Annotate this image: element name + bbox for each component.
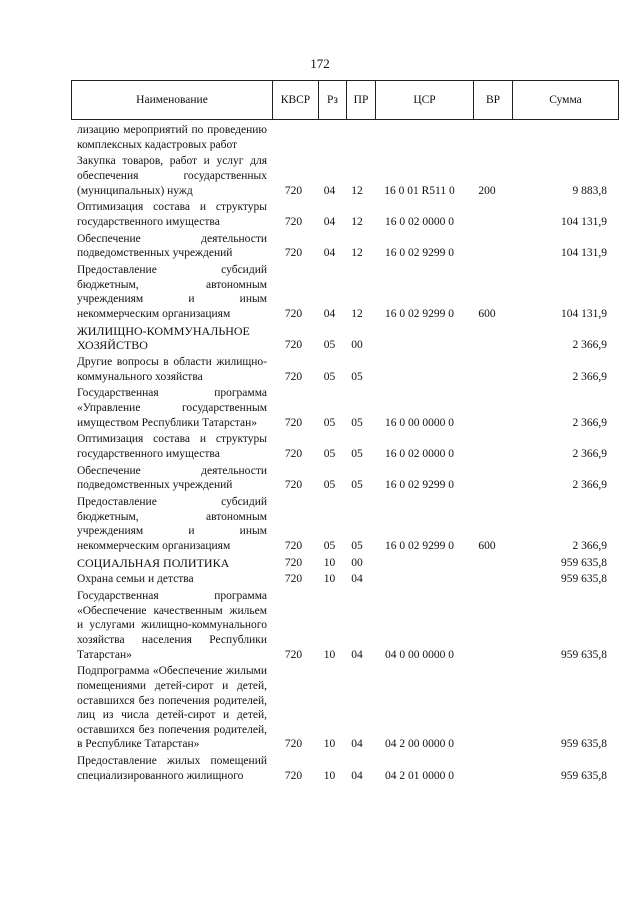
row-rz: 04	[323, 247, 336, 260]
row-kvsr: 720	[284, 339, 303, 352]
column-header-name: Наименование	[72, 81, 273, 120]
table-row	[71, 556, 611, 571]
table-row	[71, 495, 611, 553]
table-row	[71, 123, 611, 152]
row-sum: 959 635,8	[561, 556, 607, 569]
row-kvsr: 720	[284, 539, 303, 552]
table-row	[71, 589, 611, 662]
row-csr: 16 0 01 R511 0	[384, 184, 455, 197]
row-csr: 04 0 00 0000 0	[385, 648, 454, 661]
row-rz: 04	[323, 307, 336, 320]
column-header-rz: Рз	[319, 81, 347, 120]
row-name: Государственная программа «Обеспечение качественным жильем и услугами жилищно-коммунального хозяйства населения Республики Татарстан»	[77, 590, 267, 661]
row-rz: 04	[323, 215, 336, 228]
row-rz: 05	[323, 447, 336, 460]
table-row	[71, 464, 611, 493]
row-rz: 10	[323, 738, 336, 751]
row-csr: 16 0 02 0000 0	[385, 215, 454, 228]
row-sum: 104 131,9	[561, 215, 607, 228]
row-kvsr: 720	[284, 556, 303, 569]
row-vr: 200	[478, 184, 496, 197]
table-row	[71, 754, 611, 783]
row-kvsr: 720	[284, 370, 303, 383]
row-kvsr: 720	[284, 247, 303, 260]
row-kvsr: 720	[284, 447, 303, 460]
row-sum: 959 635,8	[561, 769, 607, 782]
row-name: Оптимизация состава и структуры государственного имущества	[77, 201, 267, 228]
row-rz: 10	[323, 556, 336, 569]
row-csr: 16 0 00 0000 0	[385, 416, 454, 429]
column-header-kvsr: КВСР	[273, 81, 319, 120]
table-body	[71, 123, 611, 786]
row-sum: 2 366,9	[572, 447, 607, 460]
row-name: Государственная программа «Управление государственным имуществом Республики Татарстан»	[77, 387, 267, 429]
row-pr: 04	[351, 738, 363, 751]
row-sum: 2 366,9	[572, 539, 607, 552]
row-kvsr: 720	[284, 416, 303, 429]
row-pr: 05	[351, 370, 363, 383]
row-sum: 2 366,9	[572, 339, 607, 352]
row-name: Подпрограмма «Обеспечение жилыми помещениями детей-сирот и детей, оставшихся без попечения родителей, лиц из числа детей-сирот и детей, оставшихся без попечения родителей, в Республике Татарстан»	[77, 665, 267, 751]
row-name: Охрана семьи и детства	[77, 573, 194, 586]
row-name: Закупка товаров, работ и услуг для обеспечения государственных (муниципальных) нужд	[77, 155, 267, 197]
table-header	[71, 80, 619, 120]
column-header-vr: ВР	[474, 81, 513, 120]
row-rz: 05	[323, 370, 336, 383]
row-pr: 00	[351, 556, 363, 569]
row-rz: 10	[323, 769, 336, 782]
table-row	[71, 355, 611, 384]
row-pr: 05	[351, 416, 363, 429]
row-rz: 05	[323, 479, 336, 492]
row-rz: 10	[323, 573, 336, 586]
row-pr: 12	[351, 247, 363, 260]
row-name: Обеспечение деятельности подведомственных учреждений	[77, 464, 267, 492]
row-csr: 16 0 02 9299 0	[385, 307, 454, 320]
row-csr: 04 2 00 0000 0	[385, 738, 454, 751]
row-name: лизацию мероприятий по проведению комплексных кадастровых работ	[77, 124, 267, 151]
row-vr: 600	[478, 307, 496, 320]
row-csr: 16 0 02 0000 0	[385, 447, 454, 460]
column-header-sum: Сумма	[513, 81, 619, 120]
table-row	[71, 572, 611, 587]
table-row	[71, 664, 611, 752]
row-pr: 05	[351, 539, 363, 552]
row-pr: 12	[351, 184, 363, 197]
row-name: ЖИЛИЩНО-КОММУНАЛЬНОЕ ХОЗЯЙСТВО	[77, 323, 250, 353]
row-pr: 12	[351, 307, 363, 320]
row-sum: 959 635,8	[561, 738, 607, 751]
row-kvsr: 720	[284, 215, 303, 228]
column-header-csr: ЦСР	[376, 81, 474, 120]
row-rz: 05	[323, 539, 336, 552]
row-pr: 04	[351, 573, 363, 586]
row-name: Предоставление жилых помещений специализированного жилищного	[77, 755, 267, 782]
row-sum: 2 366,9	[572, 370, 607, 383]
row-sum: 9 883,8	[572, 184, 607, 197]
row-csr: 16 0 02 9299 0	[385, 247, 454, 260]
row-sum: 2 366,9	[572, 416, 607, 429]
row-name: Другие вопросы в области жилищно-коммунального хозяйства	[77, 356, 267, 383]
row-kvsr: 720	[284, 307, 303, 320]
row-name: Предоставление субсидий бюджетным, автономным учреждениям и иным некоммерческим организациям	[77, 496, 267, 552]
table-row	[71, 324, 611, 353]
row-rz: 05	[323, 416, 336, 429]
row-pr: 04	[351, 769, 363, 782]
table-row	[71, 200, 611, 229]
column-header-pr: ПР	[347, 81, 376, 120]
row-csr: 04 2 01 0000 0	[385, 769, 454, 782]
table-row	[71, 432, 611, 461]
row-pr: 04	[351, 648, 363, 661]
table-row	[71, 232, 611, 261]
table-row	[71, 263, 611, 321]
row-sum: 2 366,9	[572, 479, 607, 492]
row-rz: 04	[323, 184, 336, 197]
row-kvsr: 720	[284, 184, 303, 197]
row-pr: 05	[351, 479, 363, 492]
page-number: 172	[310, 56, 330, 71]
table-row	[71, 386, 611, 430]
row-kvsr: 720	[284, 573, 303, 586]
row-name: Оптимизация состава и структуры государственного имущества	[77, 433, 267, 460]
row-csr: 16 0 02 9299 0	[385, 479, 454, 492]
row-vr: 600	[478, 539, 496, 552]
row-sum: 959 635,8	[561, 573, 607, 586]
row-csr: 16 0 02 9299 0	[385, 539, 454, 552]
row-kvsr: 720	[284, 479, 303, 492]
row-kvsr: 720	[284, 769, 303, 782]
row-sum: 104 131,9	[561, 307, 607, 320]
row-pr: 05	[351, 447, 363, 460]
row-kvsr: 720	[284, 738, 303, 751]
row-kvsr: 720	[284, 648, 303, 661]
table-row	[71, 154, 611, 198]
row-pr: 00	[351, 339, 363, 352]
row-name: СОЦИАЛЬНАЯ ПОЛИТИКА	[77, 555, 230, 570]
row-pr: 12	[351, 215, 363, 228]
row-name: Предоставление субсидий бюджетным, автономным учреждениям и иным некоммерческим организациям	[77, 264, 267, 320]
row-name: Обеспечение деятельности подведомственных учреждений	[77, 232, 267, 260]
row-rz: 05	[323, 339, 336, 352]
row-rz: 10	[323, 648, 336, 661]
row-sum: 959 635,8	[561, 648, 607, 661]
row-sum: 104 131,9	[561, 247, 607, 260]
